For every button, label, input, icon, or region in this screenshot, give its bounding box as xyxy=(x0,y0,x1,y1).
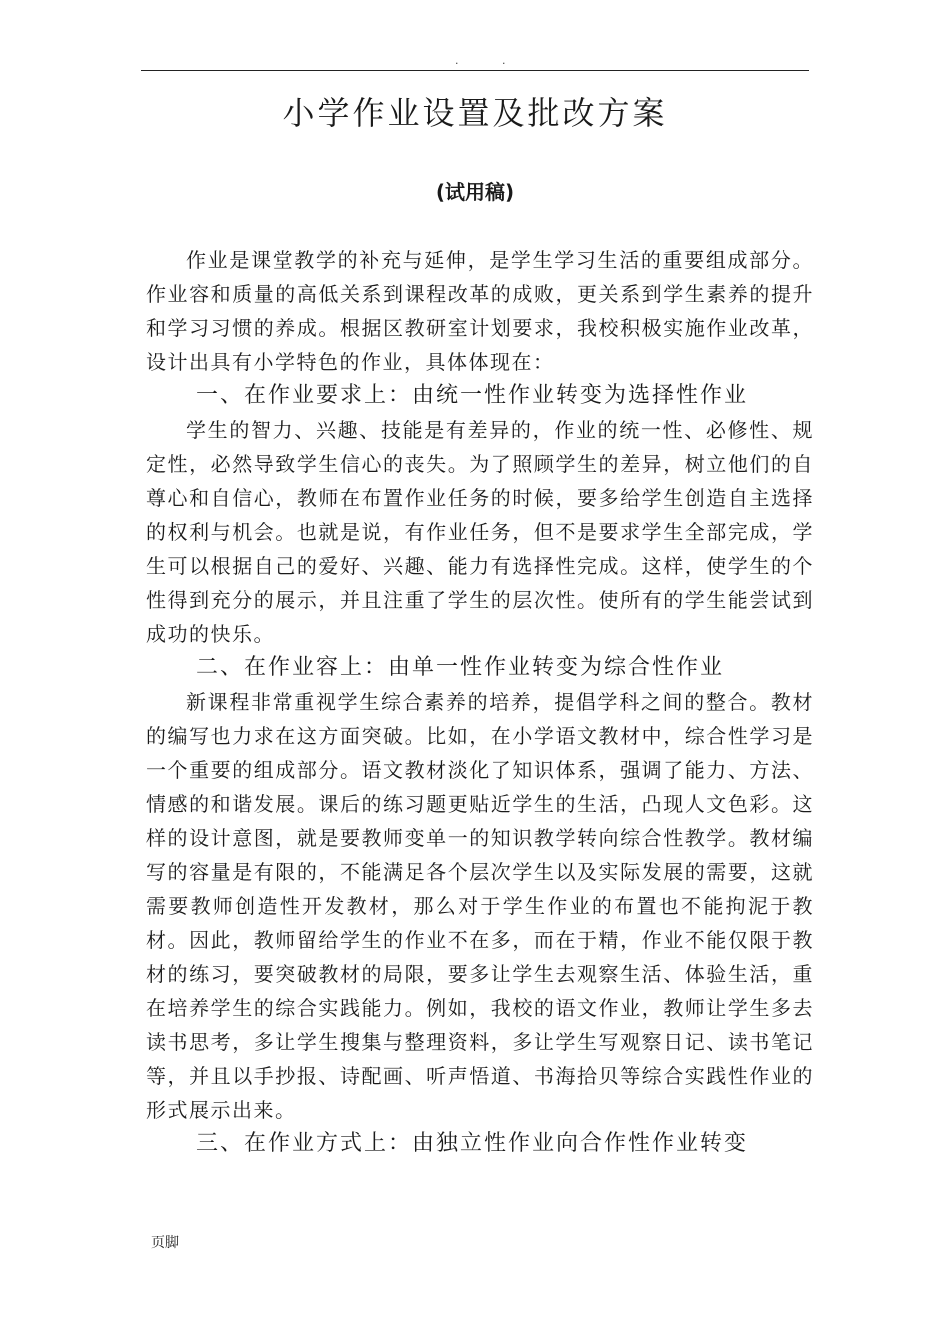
document-subtitle: (试用稿) xyxy=(435,180,515,204)
section-heading-3: 三、在作业方式上：由独立性作业向合作性作业转变 xyxy=(196,1131,749,1156)
section-body-2: 新课程非常重视学生综合素养的培养，提倡学科之间的整合。教材的编写也力求在这方面突破。比如，在小学语文教材中，综合性学习是一个重要的组成部分。语文教材淡化了知识体系，强调了能力、方法、情感的和谐发展。课后的练习题更贴近学生的生活，凸现人文色彩。这样的设计意图，就是要教师变单一的知识教学转向综合性教学。教材编写的容量是有限的，不能满足各个层次学生以及实际发展的需要，这就需要教师创造性开发教材，那么对于学生作业的布置也不能拘泥于教材。因此，教师留给学生的作业不在多，而在于精，作业不能仅限于教材的练习，要突破教材的局限，要多让学生去观察生活、体验生活，重在培养学生的综合实践能力。例如，我校的语文作业，教师让学生多去读书思考，多让学生搜集与整理资料，多让学生写观察日记、读书笔记等，并且以手抄报、诗配画、听声悟道、书海拾贝等综合实践性作业的形式展示出来。 xyxy=(146,690,814,1122)
section-body-1: 学生的智力、兴趣、技能是有差异的，作业的统一性、必修性、规定性，必然导致学生信心的丧失。为了照顾学生的差异，树立他们的自尊心和自信心，教师在布置作业任务的时候，要多给学生创造自主选择的权利与机会。也就是说，有作业任务，但不是要求学生全部完成，学生可以根据自己的爱好、兴趣、能力有选择性完成。这样，使学生的个性得到充分的展示，并且注重了学生的层次性。使所有的学生能尝试到成功的快乐。 xyxy=(146,418,814,646)
page-footer: 页脚 xyxy=(151,1235,179,1251)
section-heading-1: 一、在作业要求上：由统一性作业转变为选择性作业 xyxy=(196,383,749,408)
header-dots: . . xyxy=(455,54,526,67)
header-rule xyxy=(141,70,809,71)
intro-paragraph: 作业是课堂教学的补充与延伸，是学生学习生活的重要组成部分。作业容和质量的高低关系到课程改革的成败，更关系到学生素养的提升和学习习惯的养成。根据区教研室计划要求，我校积极实施作业改革，设计出具有小学特色的作业，具体体现在： xyxy=(146,248,814,374)
section-heading-2: 二、在作业容上：由单一性作业转变为综合性作业 xyxy=(196,655,725,680)
document-body xyxy=(146,243,814,1161)
document-title: 小学作业设置及批改方案 xyxy=(282,94,668,132)
